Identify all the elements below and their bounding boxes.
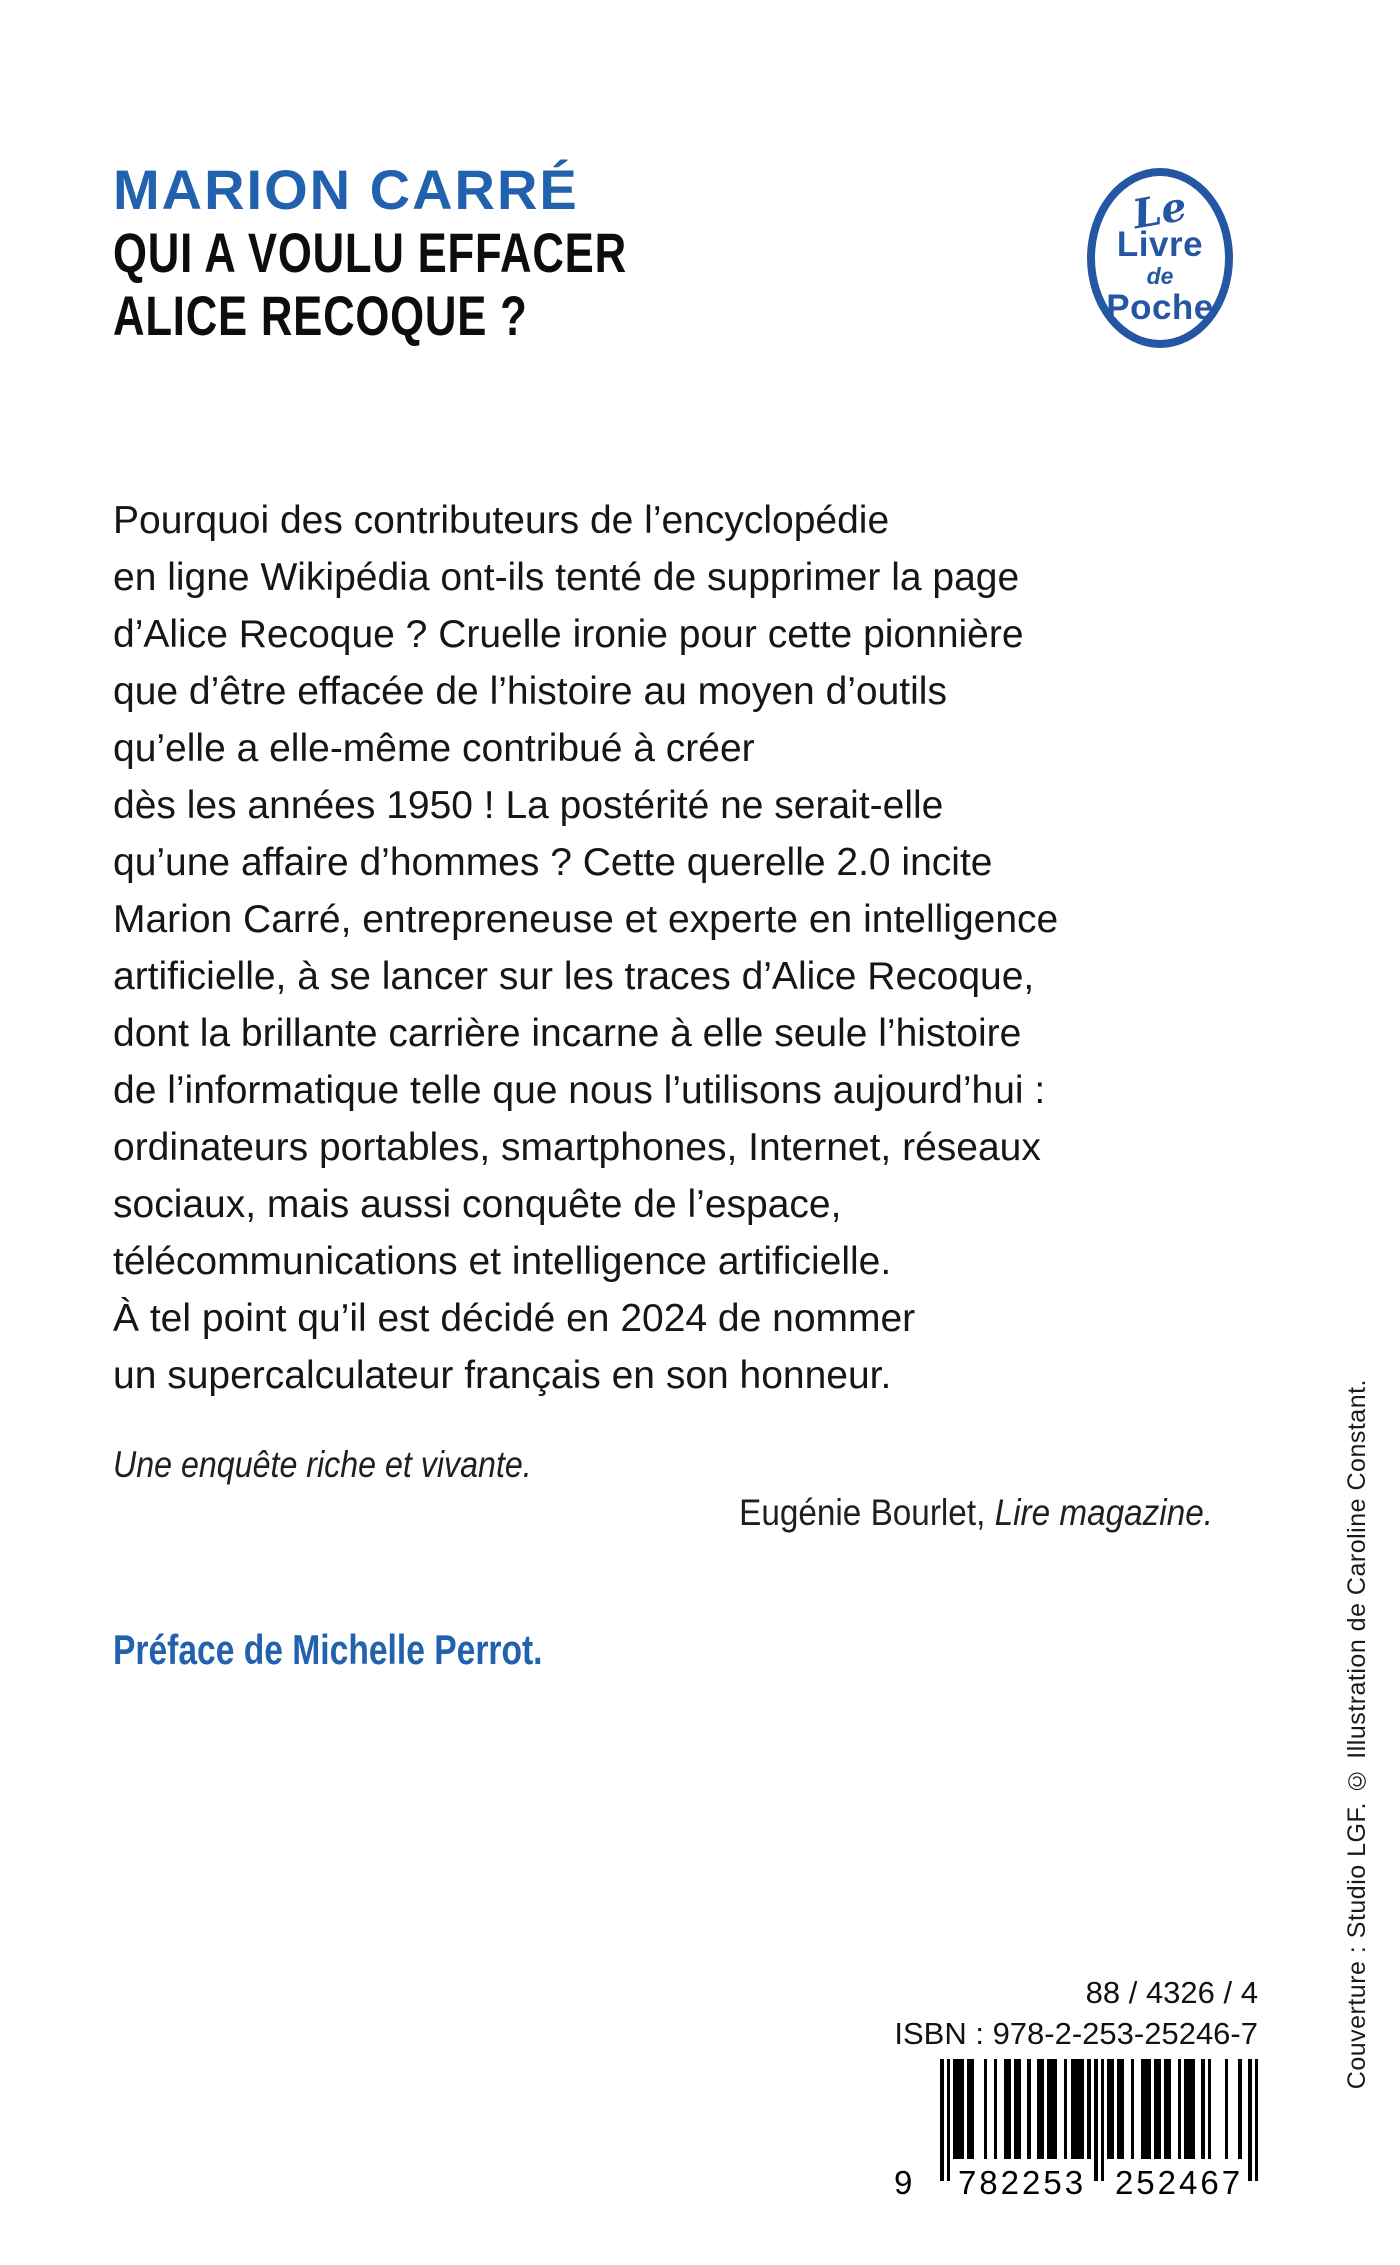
synopsis-line: que d’être effacée de l’histoire au moyen d’outils <box>113 670 947 713</box>
logo-poche-text: Poche <box>1106 288 1214 327</box>
reviewer-name: Eugénie Bourlet, <box>739 1492 995 1533</box>
synopsis-line: de l’informatique telle que nous l’utilisons aujourd’hui : <box>113 1069 1046 1112</box>
synopsis-line: un supercalculateur français en son honneur. <box>113 1354 892 1397</box>
logo-le-text: Le <box>1129 182 1191 239</box>
print-code: 88 / 4326 / 4 <box>1085 1975 1258 2010</box>
publisher-logo <box>1087 168 1233 348</box>
barcode-digit-first: 9 <box>894 2164 913 2201</box>
barcode <box>894 2059 1258 2201</box>
synopsis-line: télécommunications et intelligence artificielle. <box>113 1240 892 1283</box>
book-title-line-1: QUI A VOULU EFFACER <box>113 221 627 284</box>
synopsis-line: qu’une affaire d’hommes ? Cette querelle 2.0 incite <box>113 841 993 884</box>
review-attribution <box>223 1492 1213 1534</box>
book-title-line-2: ALICE RECOQUE ? <box>113 284 528 347</box>
barcode-digits-right: 252467 <box>1114 2164 1244 2201</box>
synopsis-line: dont la brillante carrière incarne à elle seule l’histoire <box>113 1012 1022 1055</box>
preface-note: Préface de Michelle Perrot. <box>113 1626 543 1673</box>
synopsis-line: dès les années 1950 ! La postérité ne serait-elle <box>113 784 944 827</box>
synopsis-line: À tel point qu’il est décidé en 2024 de nommer <box>113 1297 916 1340</box>
logo-livre-text: Livre <box>1116 225 1204 264</box>
synopsis-line: Pourquoi des contributeurs de l’encyclopédie <box>113 499 890 542</box>
synopsis-paragraph <box>113 492 1058 1404</box>
review-source: Lire magazine. <box>994 1492 1213 1533</box>
synopsis-line: artificielle, à se lancer sur les traces d’Alice Recoque, <box>113 955 1035 998</box>
barcode-digits-left: 782253 <box>957 2164 1087 2201</box>
synopsis-line: qu’elle a elle-même contribué à créer <box>113 727 755 770</box>
print-codes-block <box>894 1972 1258 2199</box>
synopsis-line: d’Alice Recoque ? Cruelle ironie pour cette pionnière <box>113 613 1024 656</box>
author-name: MARION CARRÉ <box>113 158 579 221</box>
book-title <box>113 221 772 347</box>
synopsis-line: en ligne Wikipédia ont-ils tenté de supprimer la page <box>113 556 1020 599</box>
review-quote: Une enquête riche et vivante. <box>113 1444 532 1485</box>
cover-credit: Couverture : Studio LGF. © Illustration de Caroline Constant. <box>1343 1378 1371 2089</box>
logo-de-text: de <box>1146 263 1174 289</box>
synopsis-line: ordinateurs portables, smartphones, Internet, réseaux <box>113 1126 1041 1169</box>
isbn-number: ISBN : 978-2-253-25246-7 <box>894 2016 1258 2051</box>
synopsis-line: Marion Carré, entrepreneuse et experte en intelligence <box>113 898 1059 941</box>
synopsis-line: sociaux, mais aussi conquête de l’espace, <box>113 1183 842 1226</box>
